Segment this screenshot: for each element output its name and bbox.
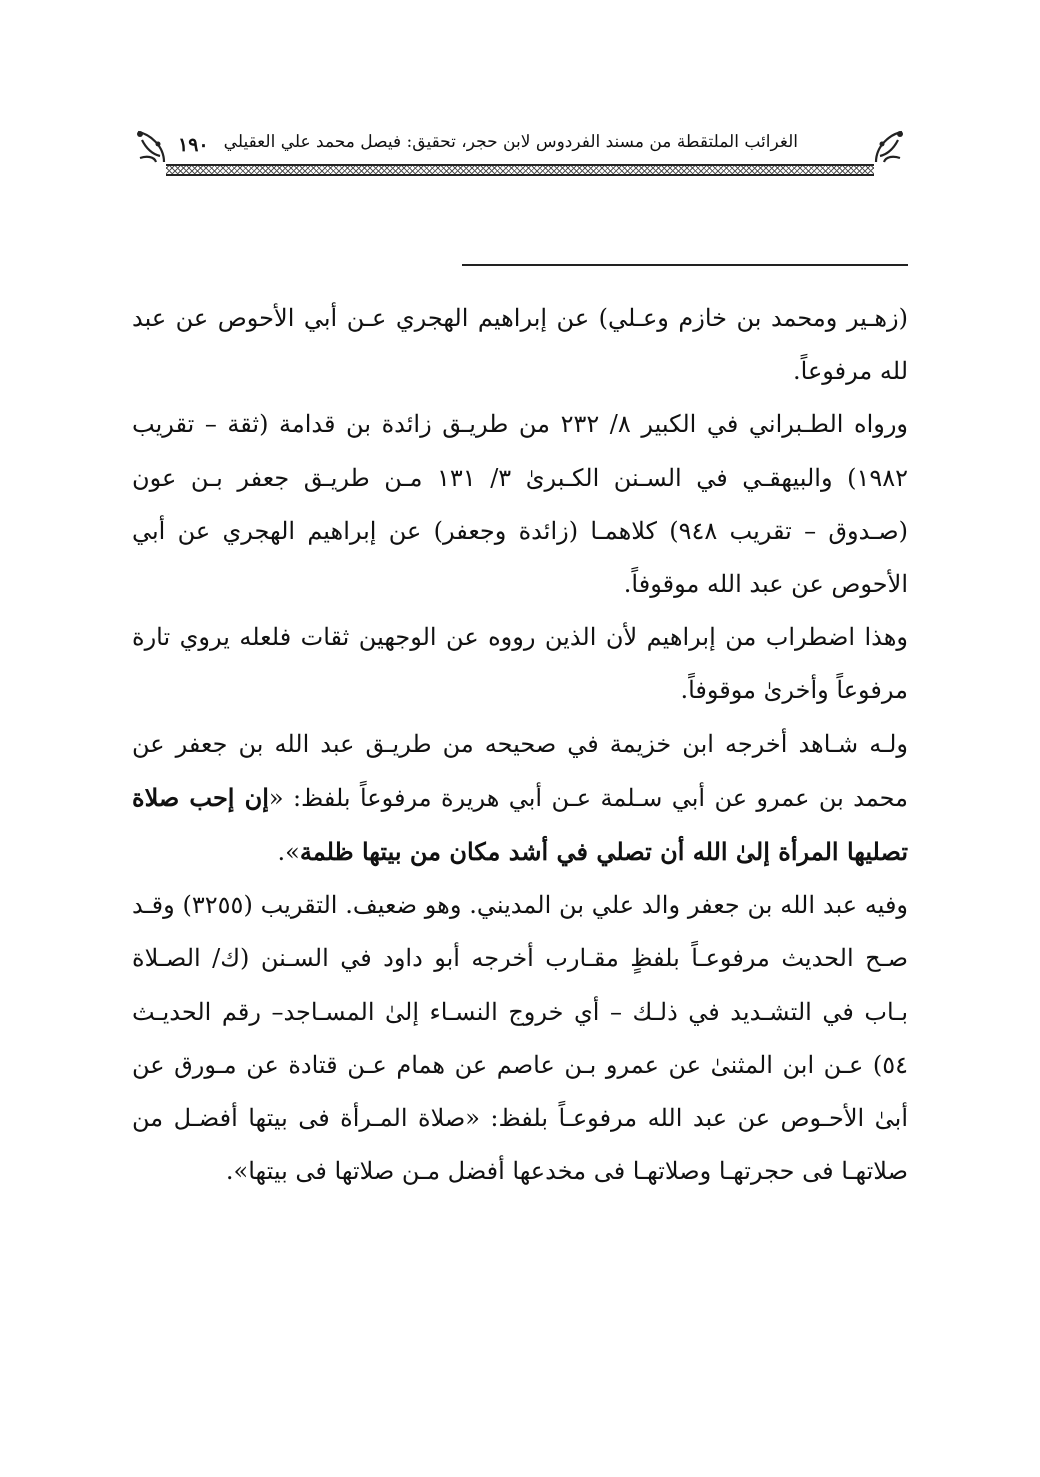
paragraph-1: (زهـير ومحمد بن خازم وعـلي) عن إبراهيم الهجري عـن أبي الأحوص عن عبد لله مرفوعاً. [132, 304, 908, 386]
page-body [132, 292, 908, 1198]
left-ornament-icon [132, 126, 170, 166]
header-border [166, 164, 874, 176]
paragraph-4-end: ». [277, 838, 300, 867]
running-header [132, 120, 908, 176]
hadith-quote: إن إحب صلاة تصليها المرأة إلىٰ الله أن تصلي في أشد مكان من بيتها ظلمة [132, 782, 908, 867]
paragraph-4-start: ولـه شـاهد أخرجه ابن خزيمة في صحيحه من طريـق عبد الله بن جعفر عن محمد بن عمرو عن أبي سـلمة عـن أبي هريرة مرفوعاً بلفظ: « [132, 729, 908, 812]
paragraph-3: وهذا اضطراب من إبراهيم لأن الذين رووه عن الوجهين ثقات فلعله يروي تارة مرفوعاً وأخرىٰ موقوفاً. [132, 623, 908, 705]
right-ornament-icon [870, 126, 908, 166]
paragraph-2: ورواه الطـبراني في الكبير ٨/ ٢٣٢ من طريـق زائدة بن قدامة (ثقة – تقريب ١٩٨٢) والبيهقـي في السـنن الكـبرىٰ ٣/ ١٣١ مـن طريـق جعفر بـن عون (صـدوق – تقريب ٩٤٨) كلاهمـا (زائدة وجعفر) عن إبراهيم الهجري عن أبي الأحوص عن عبد الله موقوفاً. [132, 410, 909, 599]
footnote-separator [462, 264, 908, 266]
paragraph-4 [132, 718, 908, 880]
header-title: الغرائب الملتقطة من مسند الفردوس لابن حجر، تحقيق: فيصل محمد علي العقيلي [223, 132, 798, 152]
paragraph-5: وفيه عبد الله بن جعفر والد علي بن المديني. وهو ضعيف. التقريب (٣٢٥٥) وقـد صـح الحديث مرفوعـاً بلفظٍ مقـارب أخرجه أبو داود في السـنن (ك/ الصـلاة بـاب في التشـديد في ذلـك – أي خروج النسـاء إلىٰ المسـاجد– رقم الحديـث ٥٤) عـن ابن المثنىٰ عن عمرو بـن عاصم عن همام عـن قتادة عن مـورق عن أبىٰ الأحـوص عن عبد الله مرفوعـاً بلفظ: «صلاة المـرأة فى بيتها أفضـل من صلاتهـا فى حجرتهـا وصلاتهـا فى مخدعها أفضل مـن صلاتها فى بيتها». [132, 891, 909, 1186]
page-number: ١٩٠ [178, 134, 209, 156]
